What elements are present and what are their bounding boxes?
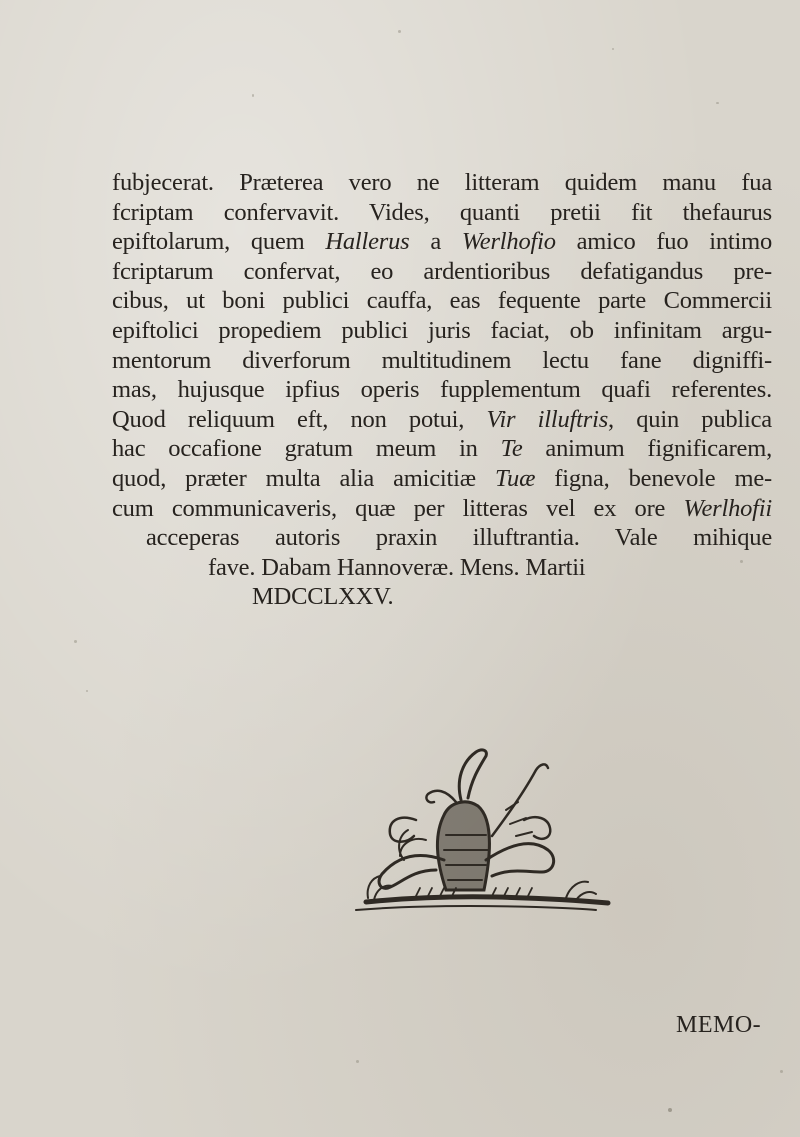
printer-ornament-icon (296, 740, 626, 920)
ornament-plume-curl (426, 791, 456, 803)
text-line-12 (112, 494, 772, 524)
ornament-ground (366, 897, 608, 903)
text-line-7: mentorum diverforum multitudinem lectu fane digniffi- (112, 346, 772, 374)
text-run: animum fignificarem, (522, 435, 773, 463)
paper-speck (398, 30, 401, 33)
ornament-ground-shadow (356, 906, 596, 910)
text-line-13: acceperas autoris praxin illuftrantia. Vale mihique (146, 524, 772, 552)
ornament-left-scroll (390, 818, 416, 842)
text-line-2: fcriptam confervavit. Vides, quanti pretii fit thefaurus (112, 198, 772, 226)
text-line-6: epiftolici propediem publici juris faciat, ob infinitam argu- (112, 316, 772, 344)
paper-speck (74, 640, 77, 643)
date-line: MDCCLXXV. (252, 583, 394, 611)
ornament-right-tuft (566, 882, 596, 900)
text-line-14: fave. Dabam Hannoveræ. Mens. Martii (208, 553, 586, 581)
ornament-right-branch (492, 764, 548, 836)
name-werlhofii: Werlhofii (683, 494, 772, 522)
text-run: epiftolarum, quem (112, 228, 326, 256)
text-line-9 (112, 405, 772, 435)
ornament-left-foliage (379, 856, 444, 889)
text-line-11 (112, 464, 772, 494)
text-run: hac occafione gratum meum in (112, 435, 501, 463)
phrase-vir-illustris: Vir illuftris (486, 405, 609, 433)
text-line-8: mas, hujusque ipfius operis fupplementum quafi referentes. (112, 376, 772, 404)
paper-speck (780, 1070, 783, 1073)
text-run: quod, præter multa alia amicitiæ (112, 464, 495, 492)
text-line-4: fcriptarum confervat, eo ardentioribus defatigandus pre- (112, 257, 772, 285)
paper-speck (716, 102, 719, 104)
word-te: Te (500, 435, 523, 463)
text-line-1: fubjecerat. Præterea vero ne litteram quidem manu fua (112, 169, 772, 196)
text-run: a (409, 228, 462, 256)
ornament-right-foliage (486, 844, 554, 876)
name-werlhofio: Werlhofio (461, 228, 556, 256)
text-run: , quin publica (608, 405, 772, 433)
letter-text (112, 168, 772, 612)
text-line-5: cibus, ut boni publici cauffa, eas fequente parte Commercii (112, 287, 772, 315)
ornament-plume (459, 750, 486, 800)
ornament-urn (437, 802, 489, 890)
text-run: amico fuo intimo (555, 228, 773, 256)
text-line-3 (112, 227, 772, 257)
text-run: cum communicaveris, quæ per litteras vel ex ore (112, 494, 684, 522)
catchword: MEMO- (676, 1012, 762, 1038)
paper-speck (356, 1060, 359, 1063)
name-hallerus: Hallerus (325, 228, 410, 256)
paper-speck (668, 1108, 672, 1112)
word-tuae: Tuæ (494, 464, 536, 492)
paper-speck (612, 48, 614, 50)
text-run: Quod reliquum eft, non potui, (112, 405, 487, 433)
ornament-right-flower (524, 817, 550, 839)
paper-speck (86, 690, 88, 692)
text-run: figna, benevole me- (535, 464, 772, 492)
text-line-10 (112, 434, 772, 464)
paper-speck (252, 94, 254, 97)
